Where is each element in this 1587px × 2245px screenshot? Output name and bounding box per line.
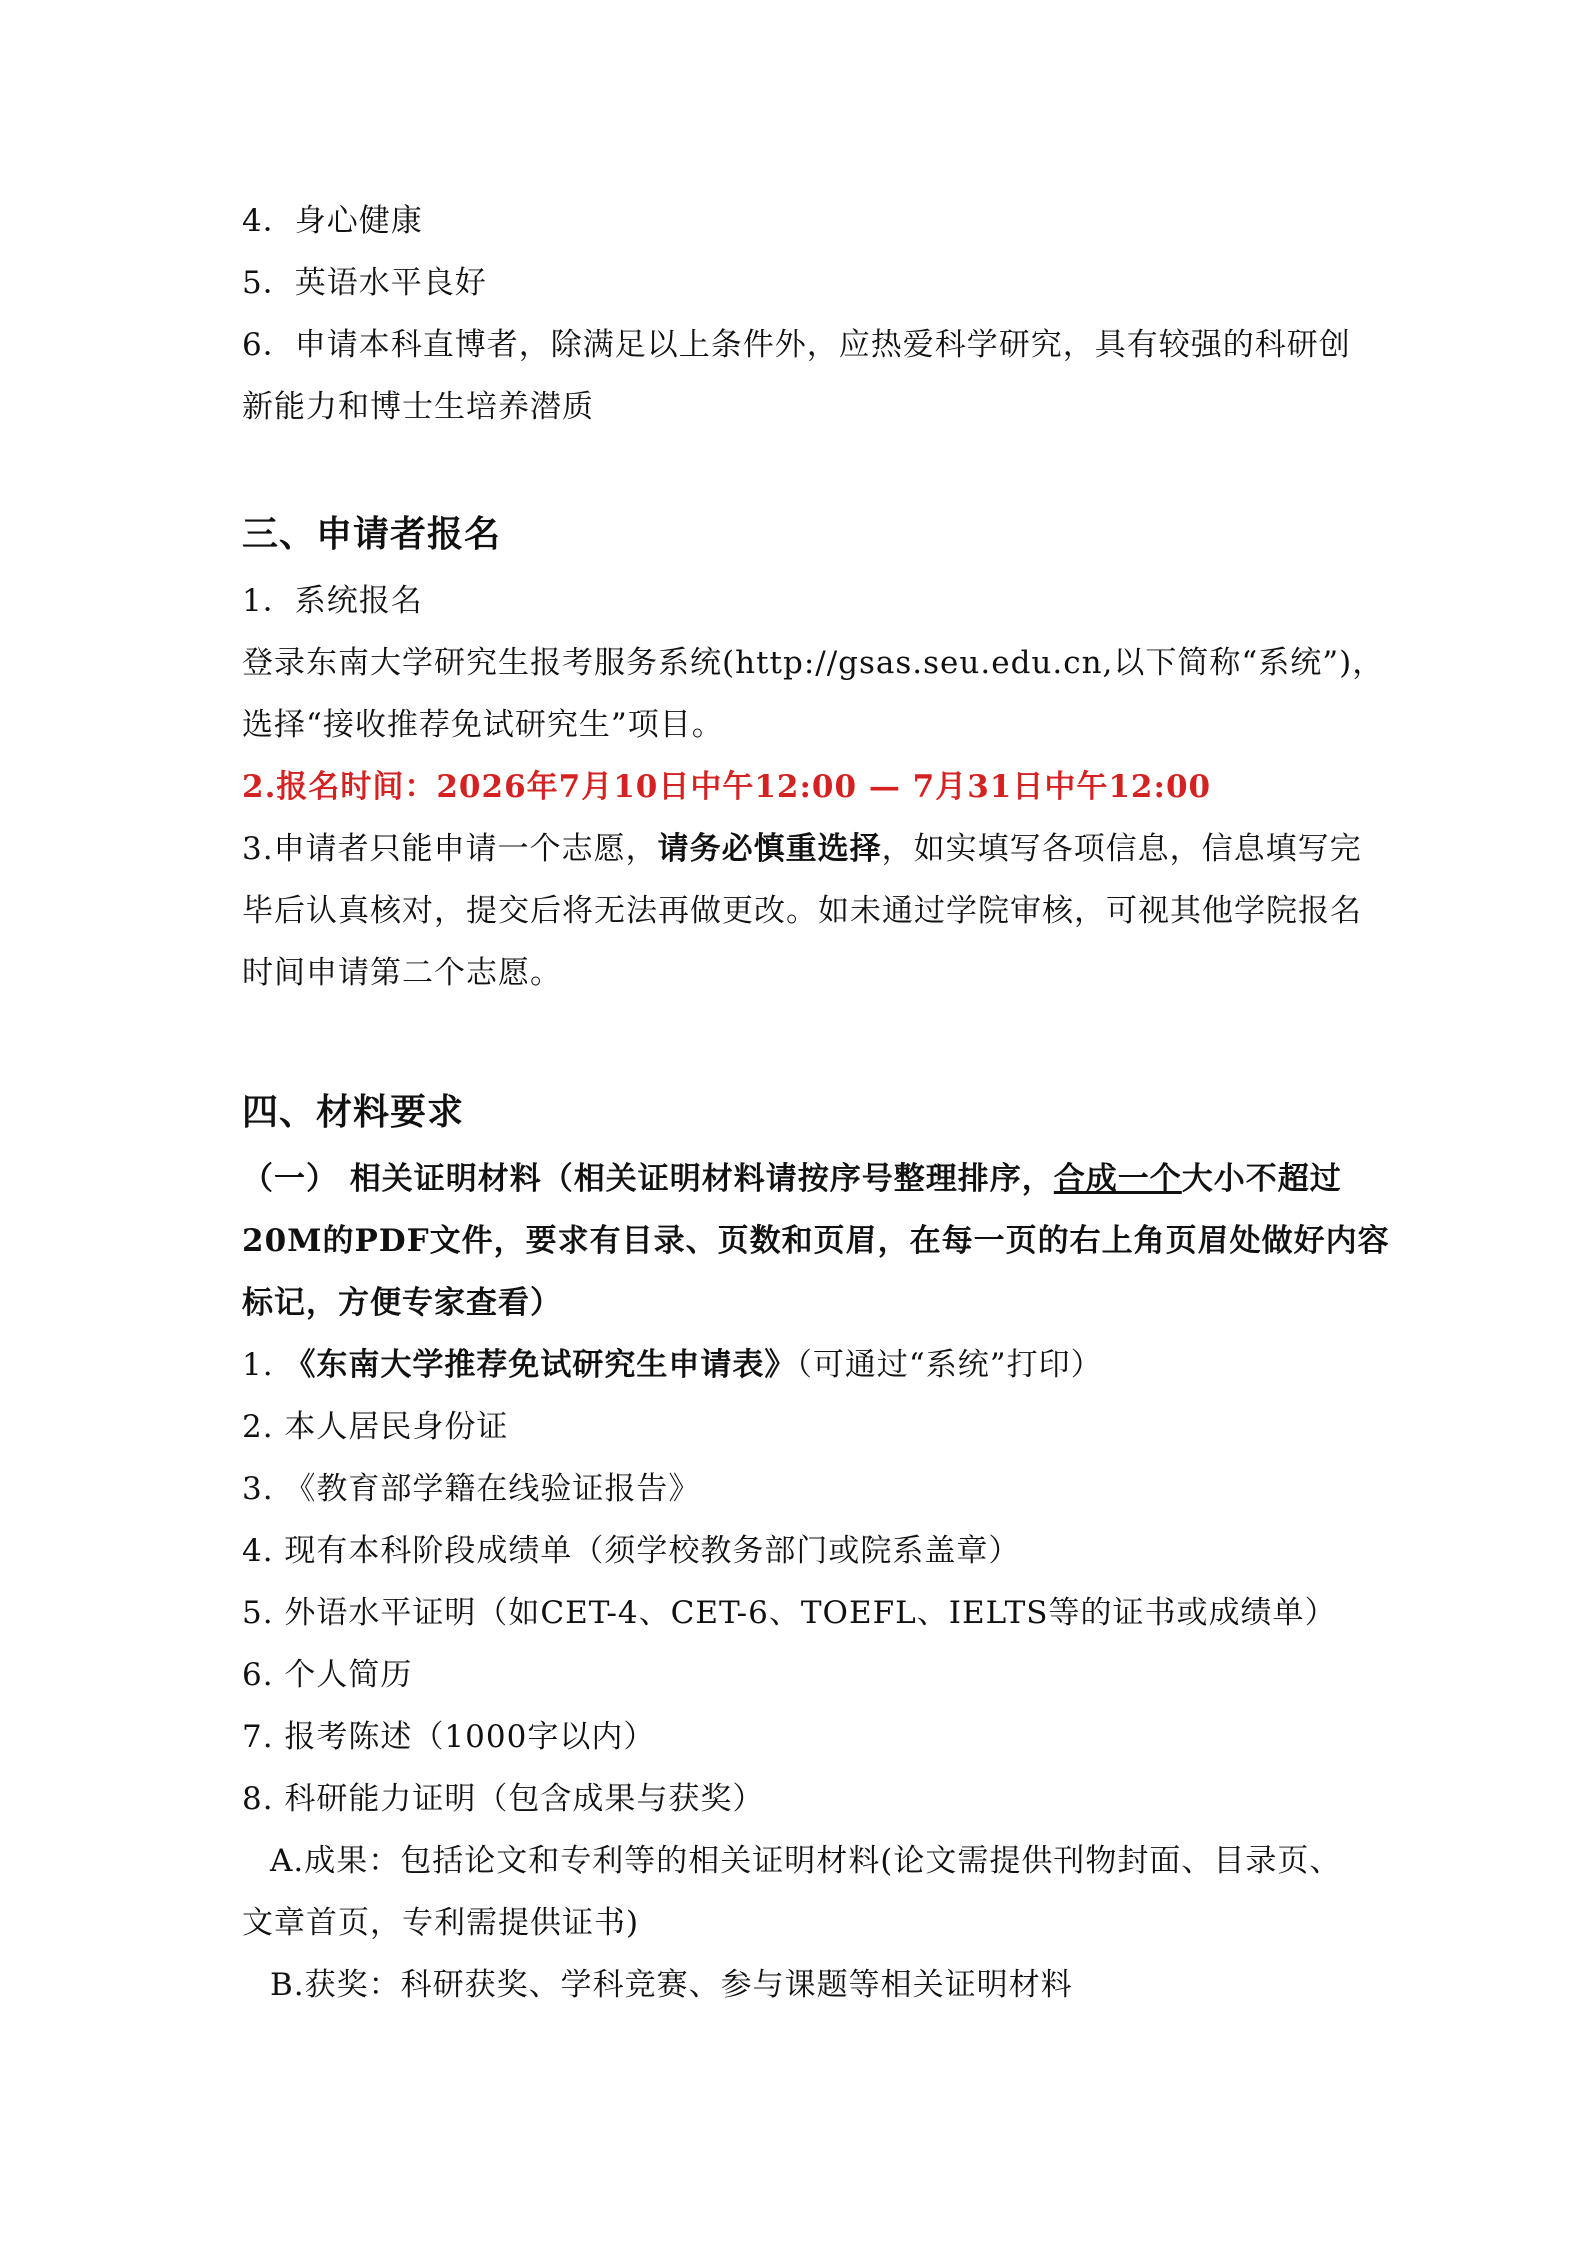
research-achievements-line1: A.成果：包括论文和专利等的相关证明材料(论文需提供刊物封面、目录页、 <box>270 1843 1342 1879</box>
one-choice-text-b: ，如实填写各项信息，信息填写完 <box>881 831 1362 867</box>
registration-time: 2.报名时间：2026年7月10日中午12:00 — 7月31日中午12:00 <box>242 769 1212 805</box>
list-item-system-registration: 1．系统报名 <box>242 583 423 619</box>
list-item-one-choice-line1 <box>242 818 1362 880</box>
research-awards-line1: B.获奖：科研获奖、学科竞赛、参与课题等相关证明材料 <box>270 1967 1073 2003</box>
system-registration-text-line1: 登录东南大学研究生报考服务系统(http://gsas.seu.edu.cn,以下简称“系统”)， <box>242 645 1385 681</box>
list-item-one-choice-line3: 时间申请第二个志愿。 <box>242 955 562 991</box>
document-page <box>242 190 1390 2016</box>
section-heading-materials: 四、材料要求 <box>242 1092 465 1133</box>
material-item-language-proof: 5. 外语水平证明（如CET-4、CET-6、TOEFL、IELTS等的证书或成绩单） <box>242 1595 1337 1631</box>
research-achievements-line2: 文章首页，专利需提供证书) <box>242 1905 640 1941</box>
material-item-transcript: 4. 现有本科阶段成绩单（须学校教务部门或院系盖章） <box>242 1533 1021 1569</box>
one-choice-text-a: 3.申请者只能申请一个志愿， <box>242 831 658 867</box>
material-item-application-form <box>242 1334 1362 1396</box>
proof-materials-text-b: 大小不超过 <box>1181 1161 1342 1197</box>
material-item-enrollment-report: 3. 《教育部学籍在线验证报告》 <box>242 1471 701 1507</box>
application-form-note: （可通过“系统”打印） <box>796 1347 1103 1383</box>
section-heading-registration: 三、申请者报名 <box>242 514 502 555</box>
subsection-proof-materials-line3: 标记，方便专家查看） <box>242 1285 562 1321</box>
material-item-resume: 6. 个人简历 <box>242 1657 413 1693</box>
application-form-title: 《东南大学推荐免试研究生申请表》 <box>284 1347 797 1383</box>
list-item-direct-phd-line2: 新能力和博士生培养潜质 <box>242 389 594 425</box>
one-choice-emphasis: 请务必慎重选择 <box>657 831 882 867</box>
list-item-english: 5．英语水平良好 <box>242 265 487 301</box>
material-item-number: 1. <box>242 1347 285 1383</box>
subsection-proof-materials-line1 <box>242 1148 1362 1210</box>
proof-materials-underline: 合成一个 <box>1053 1161 1182 1197</box>
material-item-id-card: 2. 本人居民身份证 <box>242 1409 509 1445</box>
proof-materials-text-a: （一） 相关证明材料（相关证明材料请按序号整理排序， <box>242 1161 1054 1197</box>
subsection-proof-materials-line2: 20M的PDF文件，要求有目录、页数和页眉，在每一页的右上角页眉处做好内容 <box>242 1223 1390 1259</box>
system-registration-text-line2: 选择“接收推荐免试研究生”项目。 <box>242 707 724 743</box>
material-item-statement: 7. 报考陈述（1000字以内） <box>242 1719 656 1755</box>
list-item-health: 4．身心健康 <box>242 203 423 239</box>
list-item-direct-phd-line1: 6．申请本科直博者，除满足以上条件外，应热爱科学研究，具有较强的科研创 <box>242 327 1351 363</box>
list-item-one-choice-line2: 毕后认真核对，提交后将无法再做更改。如未通过学院审核，可视其他学院报名 <box>242 893 1362 929</box>
material-item-research-proof: 8. 科研能力证明（包含成果与获奖） <box>242 1781 765 1817</box>
